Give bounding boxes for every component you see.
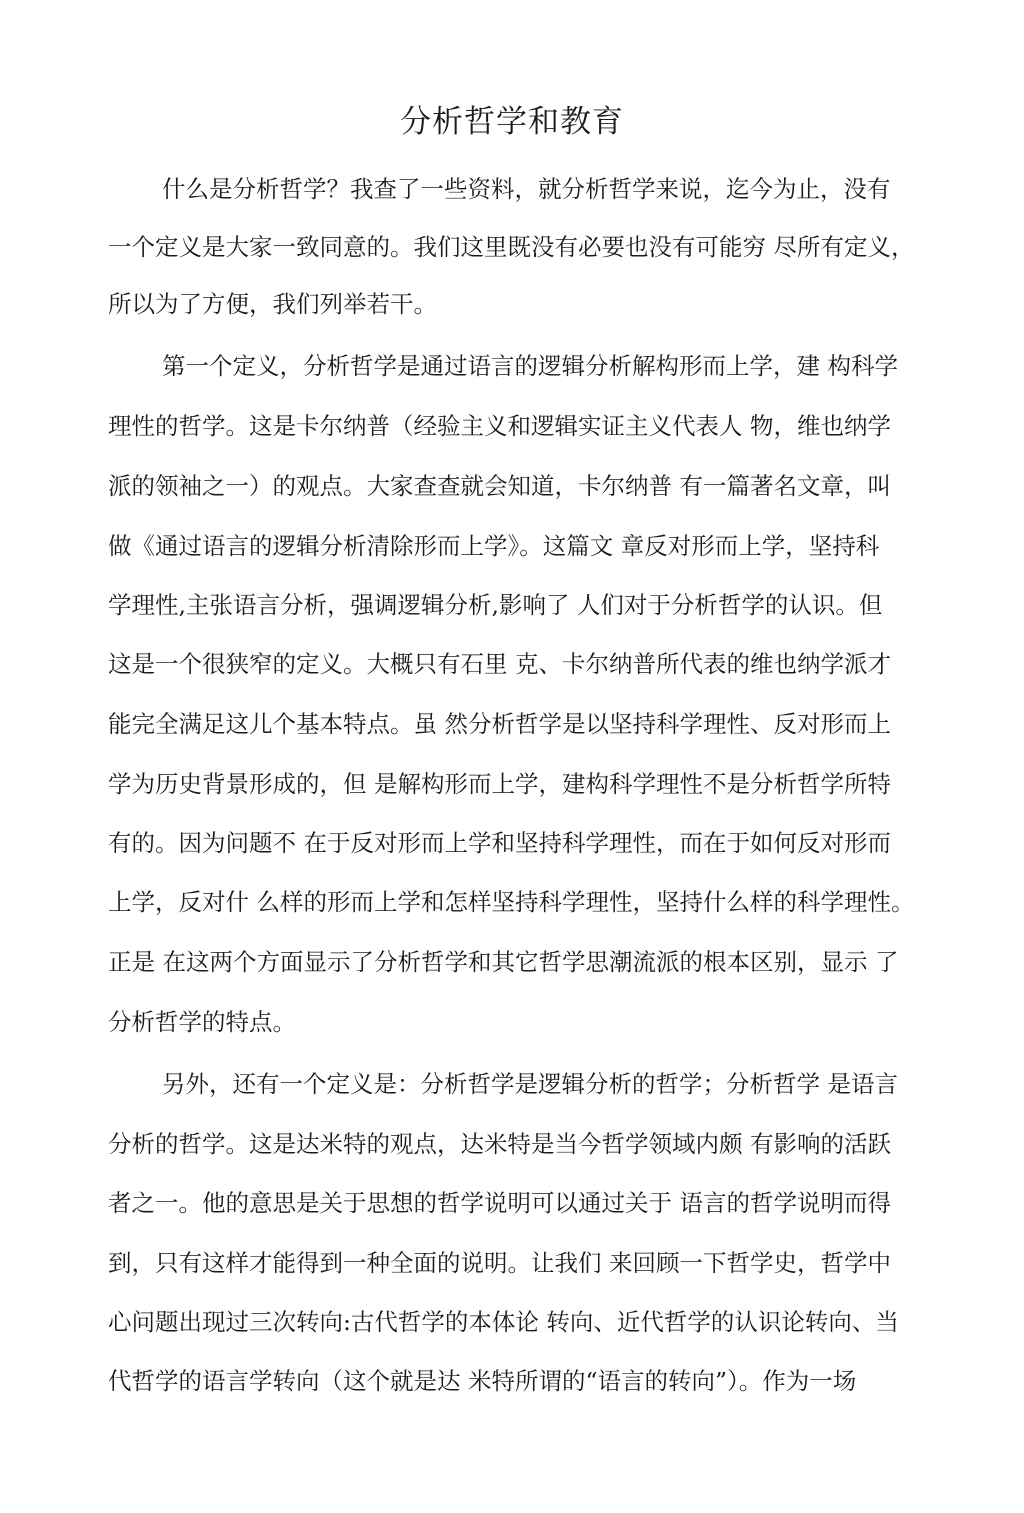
text-line: 分析的哲学。这是达米特的观点，达米特是当今哲学领域内颇 有影响的活跃	[108, 1130, 891, 1158]
text-line: 能完全满足这儿个基本特点。虽 然分析哲学是以坚持科学理性、反对形而上	[108, 710, 891, 738]
text-line: 什么是分析哲学？我查了一些资料，就分析哲学来说，迄今为止，没有	[162, 175, 891, 203]
text-line: 第一个定义，分析哲学是通过语言的逻辑分析解构形而上学，建 构科学	[162, 352, 898, 380]
text-line: 代哲学的语言学转向（这个就是达 米特所谓的“语言的转向”）。作为一场	[108, 1367, 857, 1395]
text-line: 做《通过语言的逻辑分析清除形而上学》。这篇文 章反对形而上学，坚持科	[108, 532, 880, 560]
text-line: 理性的哲学。这是卡尔纳普（经验主义和逻辑实证主义代表人 物，维也纳学	[108, 412, 891, 440]
text-line: 学理性,主张语言分析，强调逻辑分析,影响了 人们对于分析哲学的认识。但	[108, 591, 883, 619]
text-line: 到，只有这样才能得到一种全面的说明。让我们 来回顾一下哲学史，哲学中	[108, 1249, 891, 1277]
text-line: 所以为了方便，我们列举若干。	[108, 290, 437, 318]
text-line: 有的。因为问题不 在于反对形而上学和坚持科学理性，而在于如何反对形而	[108, 829, 891, 857]
text-line: 心问题出现过三次转向:古代哲学的本体论 转向、近代哲学的认识论转向、当	[108, 1308, 899, 1336]
text-line: 上学，反对什 么样的形而上学和怎样坚持科学理性，坚持什么样的科学理性。	[108, 888, 915, 916]
text-line: 这是一个很狭窄的定义。大概只有石里 克、卡尔纳普所代表的维也纳学派才	[108, 650, 891, 678]
text-line: 正是 在这两个方面显示了分析哲学和其它哲学思潮流派的根本区别，显示 了	[108, 948, 899, 976]
text-line: 者之一。他的意思是关于思想的哲学说明可以通过关于 语言的哲学说明而得	[108, 1189, 891, 1217]
text-line: 另外，还有一个定义是：分析哲学是逻辑分析的哲学；分析哲学 是语言	[162, 1070, 898, 1098]
document-title: 分析哲学和教育	[400, 104, 624, 140]
text-line: 派的领袖之一）的观点。大家查查就会知道，卡尔纳普 有一篇著名文章，叫	[108, 472, 891, 500]
text-line: 学为历史背景形成的，但 是解构形而上学，建构科学理性不是分析哲学所特	[108, 770, 891, 798]
text-line: 分析哲学的特点。	[108, 1008, 296, 1036]
text-line: 一个定义是大家一致同意的。我们这里既没有必要也没有可能穷 尽所有定义，	[108, 233, 915, 261]
